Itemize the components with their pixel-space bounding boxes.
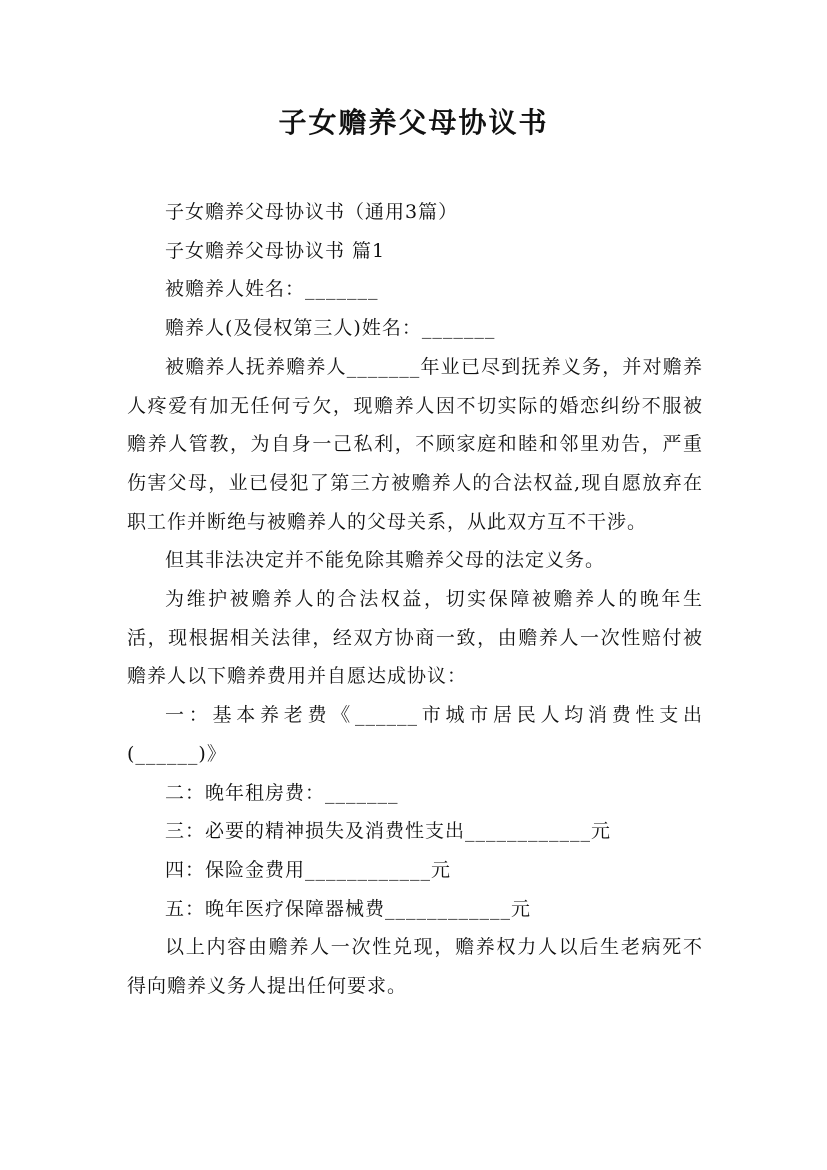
paragraph-section-heading: 子女赡养父母协议书 篇1: [165, 239, 386, 262]
paragraph-item-3: 三：必要的精神损失及消费性支出____________元: [165, 820, 612, 843]
paragraph-background: 被赡养人抚养赡养人_______年业已尽到抚养义务，并对赡养人疼爱有加无任何亏欠，现赡养人因不切实际的婚恋纠纷不服被赡养人管教，为自身一己私利，不顾家庭和睦和邻里劝告，严重伤害父母，业已侵犯了第三方被赡养人的合法权益,现自愿放弃在职工作并断绝与被赡养人的父母关系，从此双方互不干涉。: [127, 355, 703, 533]
paragraph-supported-name: 被赡养人姓名：_______: [165, 278, 379, 301]
paragraph-item-5: 五：晚年医疗保障器械费____________元: [165, 897, 532, 920]
paragraph-item-4: 四：保险金费用____________元: [165, 858, 452, 881]
paragraph-collection-title: 子女赡养父母协议书（通用3篇）: [165, 201, 459, 223]
paragraph-item-2: 二：晚年租房费：_______: [165, 781, 399, 804]
paragraph-agreement-intro: 为维护被赡养人的合法权益，切实保障被赡养人的晚年生活，现根据相关法律，经双方协商一致，由赡养人一次性赔付被赡养人以下赡养费用并自愿达成协议：: [127, 588, 703, 688]
paragraph-item-1: 一：基本养老费《______市城市居民人均消费性支出(______)》: [127, 704, 703, 765]
document-body: [127, 193, 703, 1006]
paragraph-supporter-name: 赡养人(及侵权第三人)姓名：_______: [165, 317, 496, 340]
paragraph-legal-duty: 但其非法决定并不能免除其赡养父母的法定义务。: [165, 549, 606, 572]
paragraph-closing: 以上内容由赡养人一次性兑现，赡养权力人以后生老病死不得向赡养义务人提出任何要求。: [127, 936, 703, 998]
document-title: 子女赡养父母协议书: [278, 106, 549, 139]
